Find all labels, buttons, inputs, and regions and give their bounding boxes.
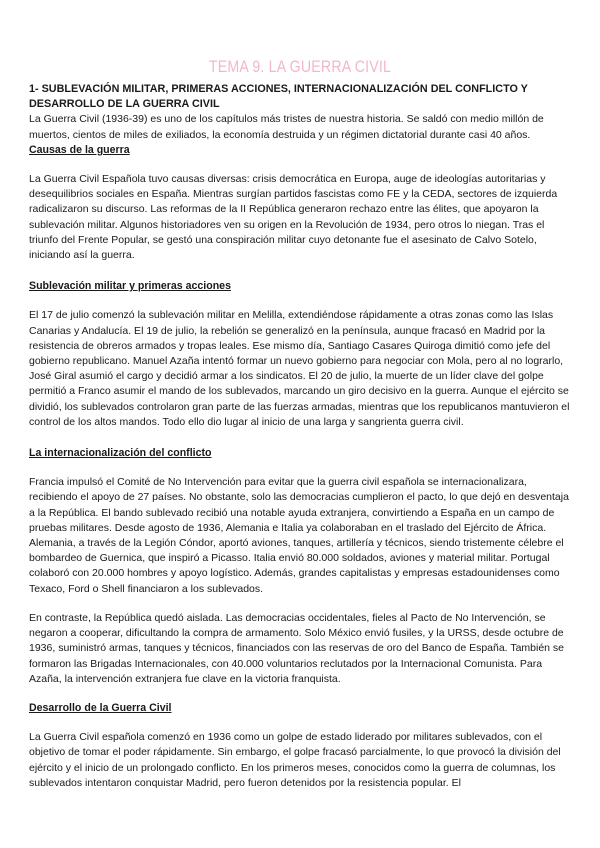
spacer: [29, 263, 573, 279]
causes-heading: Causas de la guerra: [29, 143, 130, 156]
document-body: [29, 82, 573, 791]
uprising-heading: Sublevación militar y primeras acciones: [29, 280, 231, 293]
spacer: [29, 430, 573, 446]
spacer: [29, 597, 573, 611]
spacer: [29, 461, 573, 475]
section-heading: 1- SUBLEVACIÓN MILITAR, PRIMERAS ACCIONES, INTERNACIONALIZACIÓN DEL CONFLICTO Y DESARROLLO DE LA GUERRA CIVIL: [29, 83, 528, 111]
document-title: TEMA 9. LA GUERRA CIVIL: [208, 58, 392, 76]
intro-paragraph: La Guerra Civil (1936-39) es uno de los capítulos más tristes de nuestra historia. Se saldó con medio millón de muertos, cientos de miles de exiliados, la economía destruida y un régimen dictatorial durante casi 40 años.: [29, 113, 544, 141]
internationalization-paragraph-1: Francia impulsó el Comité de No Intervención para evitar que la guerra civil española se internacionalizara, recibiendo el apoyo de 27 países. No obstante, solo las democracias cumplieron el pacto, lo que dejó en desventaja a la República. El bando sublevado recibió una notable ayuda extranjera, convirtiendo a España en un campo de pruebas militares. Desde agosto de 1936, Alemania e Italia ya colaboraban en el traslado del Ejército de África. Alemania, a través de la Legión Cóndor, aportó aviones, tanques, artillería y técnicos, siendo tristemente célebre el bombardeo de Guernica, que inspiró a Picasso. Italia envió 80.000 soldados, aviones y material militar. Portugal colaboró con 20.000 hombres y apoyo logístico. Además, grandes capitalistas y empresas estadounidenses como Texaco, Ford o Shell financiaron a los sublevados.: [29, 476, 569, 595]
development-heading: Desarrollo de la Guerra Civil: [29, 701, 172, 714]
causes-paragraph: La Guerra Civil Española tuvo causas diversas: crisis democrática en Europa, auge de ideologías autoritarias y desequilibrios sociales en España. Mientras surgían partidos fascistas como FE y la CEDA, sectores de izquierda radicalizaron su discurso. Las reformas de la II República generaron rechazo entre las élites, que apoyaron la sublevación militar. Algunos historiadores ven su origen en la Revolución de 1934, pero otros lo niegan. Tras el triunfo del Frente Popular, se gestó una conspiración militar cuyo detonante fue el asesinato de Calvo Sotelo, iniciando así la guerra.: [29, 173, 558, 262]
uprising-paragraph: El 17 de julio comenzó la sublevación militar en Melilla, extendiéndose rápidamente a otras zonas como las Islas Canarias y Andalucía. El 19 de julio, la rebelión se generalizó en la península, aunque fracasó en Madrid por la resistencia de obreros armados y tropas leales. Ese mismo día, Santiago Casares Quiroga dimitió como jefe del gobierno republicano. Manuel Azaña intentó formar un nuevo gobierno para negociar con Mola, pero al no lograrlo, José Giral asumió el cargo y decidió armar a los sindicatos. El 20 de julio, la muerte de un líder clave del golpe permitió a Franco asumir el mando de los sublevados, marcando un giro decisivo en la guerra. Aunque el ejército se dividió, los sublevados controlaron gran parte de las fuerzas armadas, mientras que los republicanos mantuvieron el control de los altos mandos. Todo ello dio lugar al inicio de una larga y sangrienta guerra civil.: [29, 309, 570, 428]
spacer: [29, 294, 573, 308]
spacer: [29, 716, 573, 730]
development-paragraph: La Guerra Civil española comenzó en 1936 como un golpe de estado liderado por militares sublevados, con el objetivo de tomar el poder rápidamente. Sin embargo, el golpe fracasó parcialmente, lo que provocó la división del ejército y el inicio de un prolongado conflicto. En los primeros meses, conocidos como la guerra de columnas, los sublevados intentaron conquistar Madrid, pero fueron detenidos por la resistencia popular. El: [29, 731, 561, 789]
spacer: [29, 687, 573, 701]
internationalization-paragraph-2: En contraste, la República quedó aislada. Las democracias occidentales, fieles al Pacto de No Intervención, se negaron a cooperar, dificultando la compra de armamento. Solo México envió fusiles, y la URSS, desde octubre de 1936, suministró armas, tanques y técnicos, financiados con las reservas de oro del Banco de España. También se formaron las Brigadas Internacionales, con 40.000 voluntarios reclutados por la Internacional Comunista. Para Azaña, la intervención extranjera fue clave en la victoria franquista.: [29, 611, 565, 685]
internationalization-heading: La internacionalización del conflicto: [29, 447, 212, 460]
spacer: [29, 158, 573, 172]
